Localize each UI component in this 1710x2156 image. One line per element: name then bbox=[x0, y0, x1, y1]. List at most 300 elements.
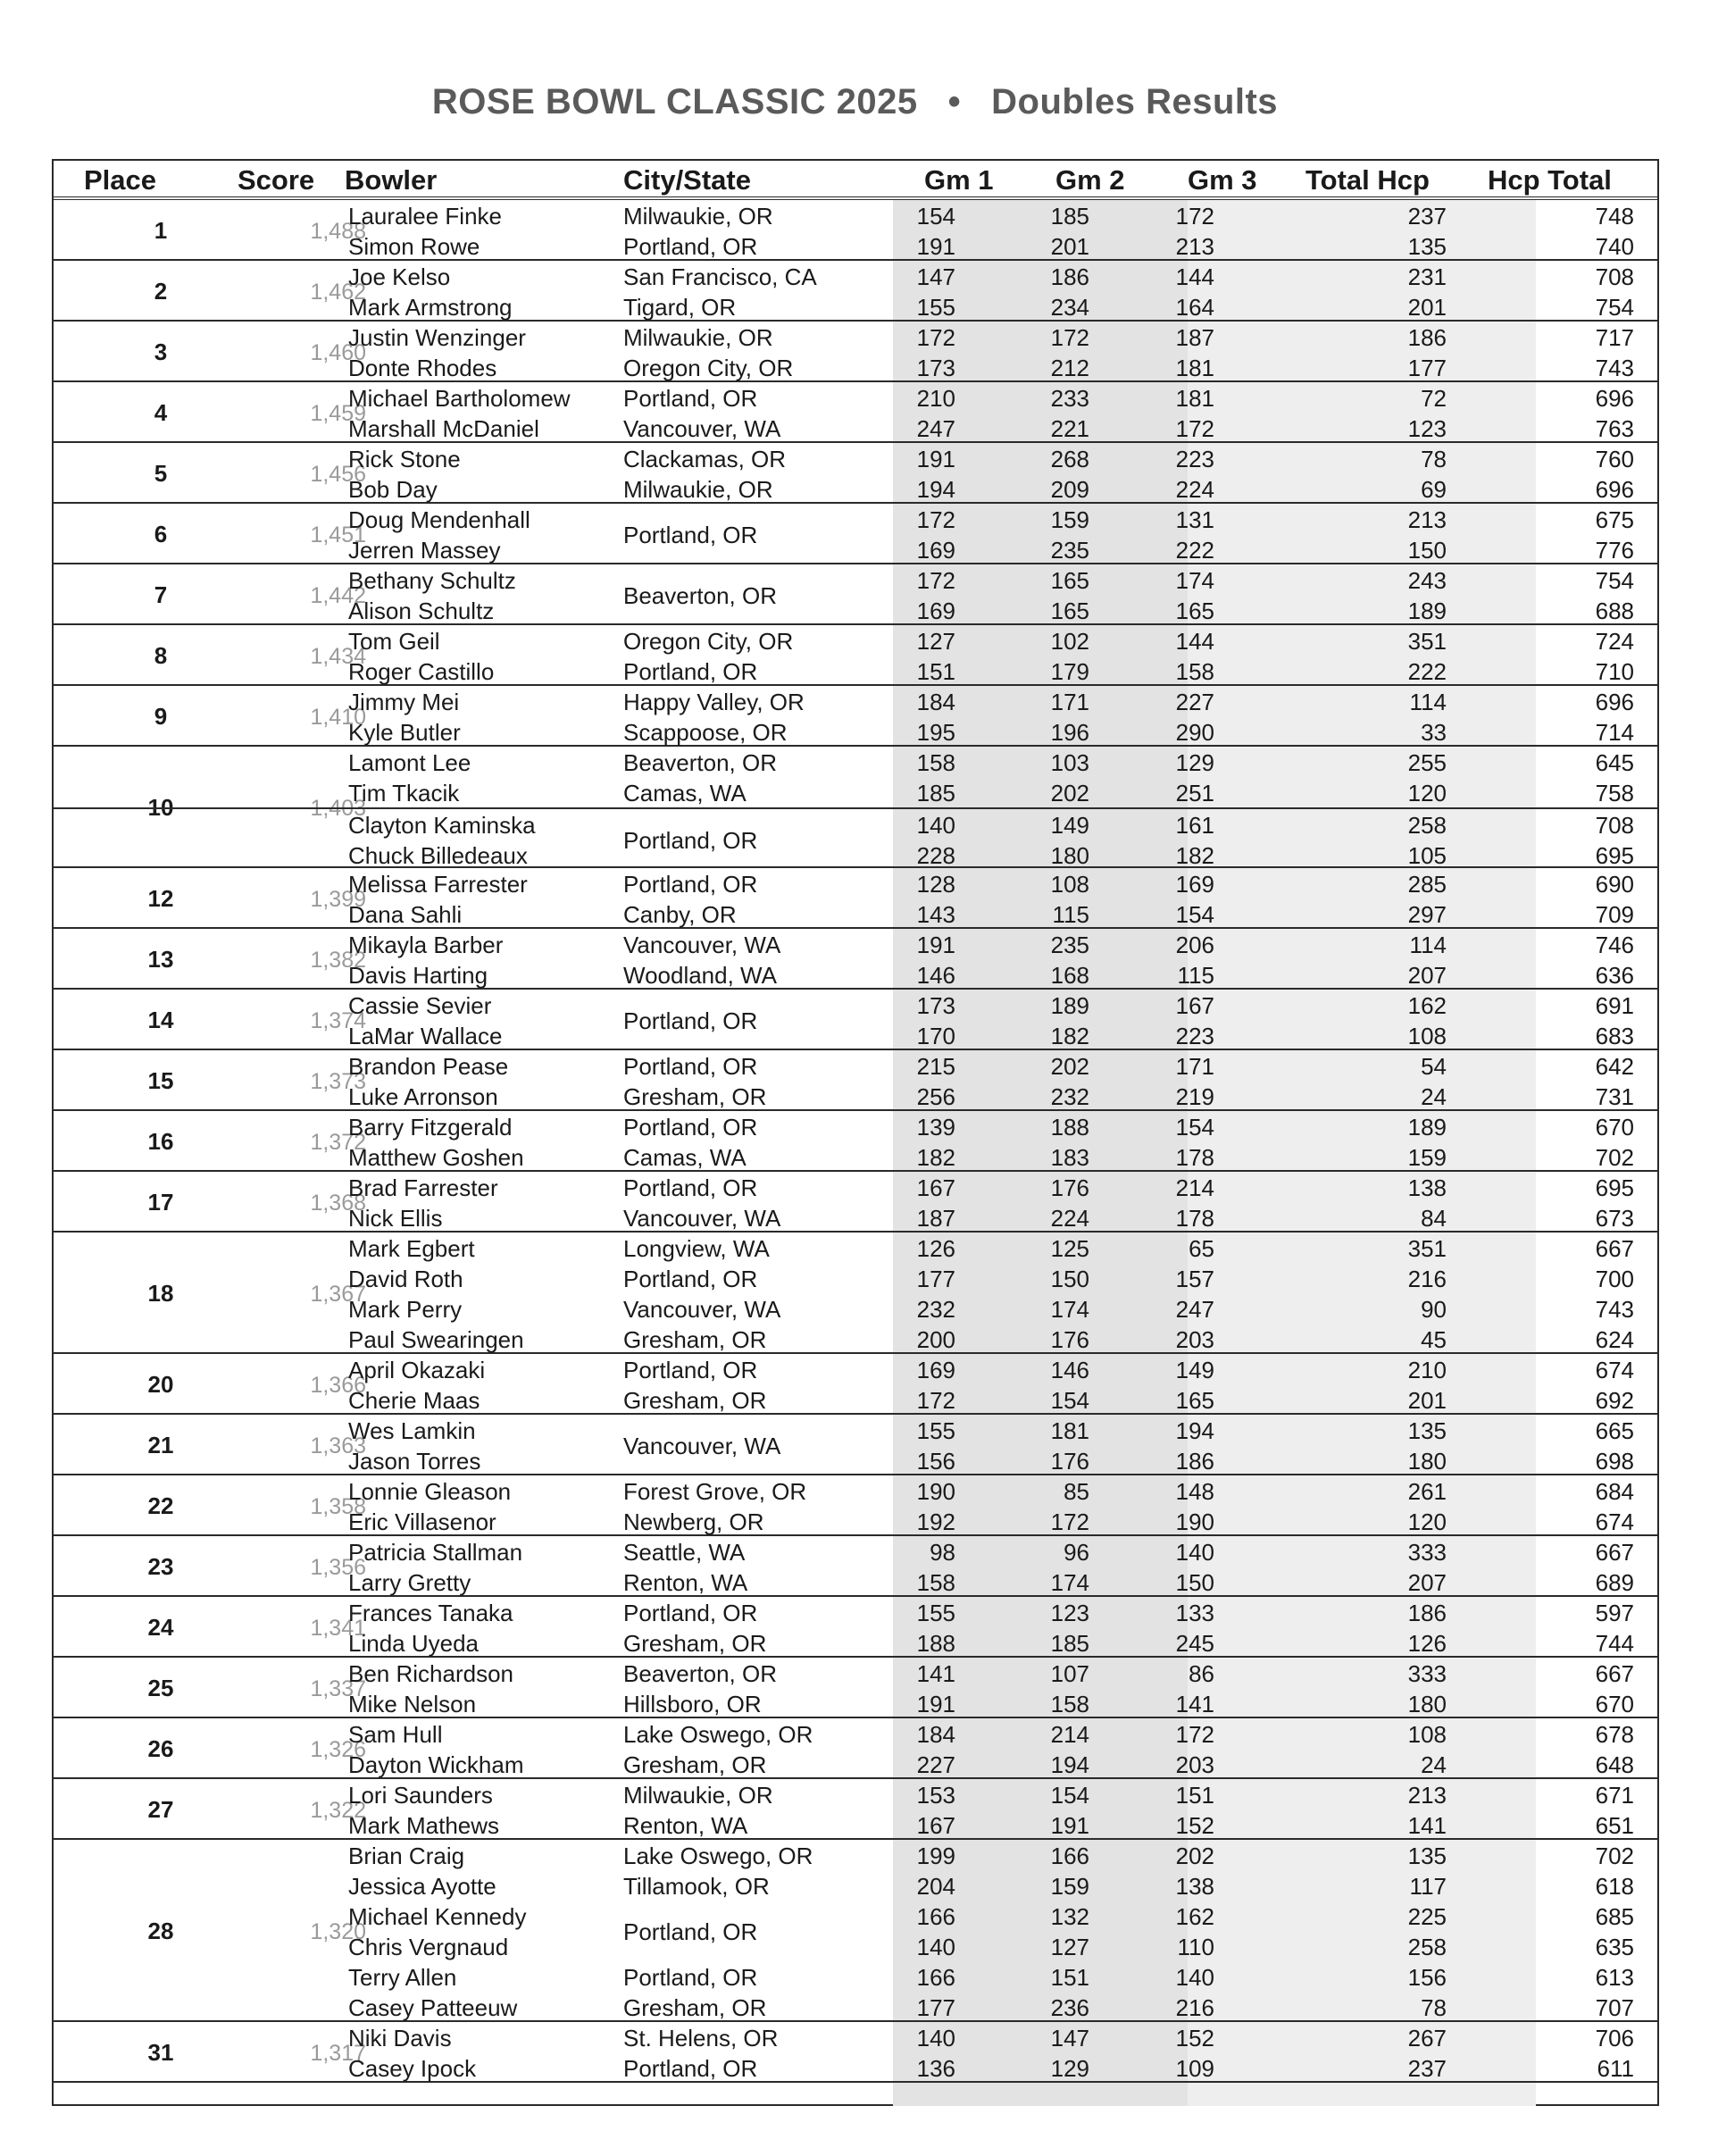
hcp-total: 707 bbox=[1595, 1994, 1634, 2021]
bowler-row bbox=[54, 840, 1657, 870]
total-hcp: 138 bbox=[1407, 1174, 1447, 1201]
hcp-total: 685 bbox=[1595, 1903, 1634, 1930]
event-title: ROSE BOWL CLASSIC 2025 bbox=[431, 82, 918, 121]
game-1: 156 bbox=[916, 1448, 955, 1475]
hcp-total: 636 bbox=[1595, 962, 1634, 989]
score-cell: 1,367 bbox=[310, 1282, 366, 1307]
bowler-name: Davis Harting bbox=[348, 962, 488, 989]
team-pair bbox=[54, 1293, 1657, 1354]
game-3: 150 bbox=[1175, 1569, 1214, 1596]
hcp-total: 648 bbox=[1595, 1751, 1634, 1778]
hcp-total: 776 bbox=[1595, 537, 1634, 564]
game-1: 232 bbox=[916, 1296, 955, 1323]
game-1: 194 bbox=[916, 476, 955, 503]
header-bowler: Bowler bbox=[345, 164, 438, 196]
game-2: 85 bbox=[1064, 1478, 1089, 1505]
team-group bbox=[54, 2022, 1657, 2083]
total-hcp: 255 bbox=[1407, 749, 1447, 776]
bowler-name: Lauralee Finke bbox=[348, 203, 502, 230]
city-state: Portland, OR bbox=[623, 1053, 758, 1080]
hcp-total: 670 bbox=[1595, 1114, 1634, 1141]
bowler-row bbox=[54, 959, 1657, 990]
hcp-total: 651 bbox=[1595, 1812, 1634, 1839]
game-2: 171 bbox=[1050, 689, 1089, 715]
game-2: 146 bbox=[1050, 1357, 1089, 1383]
header-city-state: City/State bbox=[623, 164, 751, 196]
total-hcp: 162 bbox=[1407, 992, 1447, 1019]
game-2: 176 bbox=[1050, 1174, 1089, 1201]
team-pair bbox=[54, 747, 1657, 807]
score-cell: 1,403 bbox=[310, 796, 366, 821]
game-1: 155 bbox=[916, 1417, 955, 1444]
game-3: 219 bbox=[1175, 1083, 1214, 1110]
score-cell: 1,399 bbox=[310, 887, 366, 912]
game-3: 138 bbox=[1175, 1873, 1214, 1900]
game-3: 223 bbox=[1175, 1023, 1214, 1049]
total-hcp: 72 bbox=[1421, 385, 1447, 412]
bowler-name: Jason Torres bbox=[348, 1448, 481, 1475]
bowler-row bbox=[54, 1536, 1657, 1567]
game-2: 125 bbox=[1050, 1235, 1089, 1262]
bowler-name: Roger Castillo bbox=[348, 658, 495, 685]
place-cell: 27 bbox=[147, 1796, 174, 1823]
game-1: 155 bbox=[916, 294, 955, 321]
city-state: Milwaukie, OR bbox=[623, 324, 773, 351]
game-2: 150 bbox=[1050, 1266, 1089, 1292]
game-1: 188 bbox=[916, 1630, 955, 1657]
bowler-name: Marshall McDaniel bbox=[348, 415, 539, 442]
bowler-row bbox=[54, 1840, 1657, 1870]
game-1: 185 bbox=[916, 780, 955, 806]
city-state: Canby, OR bbox=[623, 901, 737, 928]
hcp-total: 702 bbox=[1595, 1144, 1634, 1171]
team-group bbox=[54, 1597, 1657, 1658]
hcp-total: 760 bbox=[1595, 446, 1634, 472]
place-cell: 7 bbox=[154, 581, 168, 608]
team-pair bbox=[54, 322, 1657, 382]
game-2: 194 bbox=[1050, 1751, 1089, 1778]
game-3: 203 bbox=[1175, 1326, 1214, 1353]
game-3: 152 bbox=[1175, 1812, 1214, 1839]
city-state: Oregon City, OR bbox=[623, 628, 794, 655]
game-3: 141 bbox=[1175, 1691, 1214, 1717]
game-2: 182 bbox=[1050, 1023, 1089, 1049]
city-state: Beaverton, OR bbox=[623, 582, 777, 609]
game-1: 143 bbox=[916, 901, 955, 928]
total-hcp: 105 bbox=[1407, 842, 1447, 869]
city-state: Gresham, OR bbox=[623, 1994, 767, 2021]
game-3: 202 bbox=[1175, 1843, 1214, 1869]
team-group bbox=[54, 200, 1657, 261]
game-2: 174 bbox=[1050, 1296, 1089, 1323]
bowler-name: Tom Geil bbox=[348, 628, 440, 655]
hcp-total: 624 bbox=[1595, 1326, 1634, 1353]
hcp-total: 665 bbox=[1595, 1417, 1634, 1444]
city-state: Portland, OR bbox=[623, 1114, 758, 1141]
game-3: 172 bbox=[1175, 1721, 1214, 1748]
bowler-name: Jimmy Mei bbox=[348, 689, 460, 715]
bowler-name: Lamont Lee bbox=[348, 749, 471, 776]
city-state: Beaverton, OR bbox=[623, 1660, 777, 1687]
total-hcp: 114 bbox=[1409, 932, 1447, 958]
place-cell: 10 bbox=[147, 794, 174, 821]
game-3: 167 bbox=[1175, 992, 1214, 1019]
hcp-total: 740 bbox=[1595, 233, 1634, 260]
game-3: 178 bbox=[1175, 1205, 1214, 1232]
team-pair bbox=[54, 1536, 1657, 1597]
hcp-total: 635 bbox=[1595, 1934, 1634, 1960]
game-1: 204 bbox=[916, 1873, 955, 1900]
game-2: 172 bbox=[1050, 1508, 1089, 1535]
team-pair bbox=[54, 1597, 1657, 1658]
score-cell: 1,372 bbox=[310, 1130, 366, 1155]
team-group bbox=[54, 1233, 1657, 1354]
game-2: 176 bbox=[1050, 1326, 1089, 1353]
place-cell: 8 bbox=[154, 642, 168, 669]
total-hcp: 189 bbox=[1407, 1114, 1447, 1141]
bowler-row bbox=[54, 1293, 1657, 1324]
place-cell: 3 bbox=[154, 338, 168, 365]
city-state: Scappoose, OR bbox=[623, 719, 788, 746]
place-cell: 28 bbox=[147, 1918, 174, 1944]
team-pair bbox=[54, 1354, 1657, 1415]
hcp-total: 754 bbox=[1595, 567, 1634, 594]
total-hcp: 45 bbox=[1421, 1326, 1447, 1353]
game-1: 191 bbox=[916, 446, 955, 472]
game-3: 181 bbox=[1175, 355, 1214, 381]
bowler-name: Chuck Billedeaux bbox=[348, 842, 528, 869]
game-2: 209 bbox=[1050, 476, 1089, 503]
team-group bbox=[54, 1840, 1657, 2022]
city-state: Oregon City, OR bbox=[623, 355, 794, 381]
place-cell: 5 bbox=[154, 460, 168, 487]
game-1: 170 bbox=[916, 1023, 955, 1049]
total-hcp: 156 bbox=[1407, 1964, 1447, 1991]
bowler-name: Donte Rhodes bbox=[348, 355, 497, 381]
bowler-name: April Okazaki bbox=[348, 1357, 486, 1383]
score-cell: 1,337 bbox=[310, 1676, 366, 1701]
team-pair bbox=[54, 868, 1657, 929]
bowler-row bbox=[54, 777, 1657, 807]
team-group bbox=[54, 322, 1657, 382]
game-3: 133 bbox=[1175, 1600, 1214, 1626]
total-hcp: 201 bbox=[1407, 1387, 1447, 1414]
place-cell: 16 bbox=[147, 1128, 174, 1155]
game-1: 127 bbox=[916, 628, 955, 655]
total-hcp: 225 bbox=[1407, 1903, 1447, 1930]
game-3: 178 bbox=[1175, 1144, 1214, 1171]
bowler-name: Niki Davis bbox=[348, 2025, 452, 2052]
hcp-total: 746 bbox=[1595, 932, 1634, 958]
total-hcp: 213 bbox=[1407, 1782, 1447, 1809]
place-cell: 22 bbox=[147, 1492, 174, 1519]
total-hcp: 159 bbox=[1407, 1144, 1447, 1171]
team-group bbox=[54, 1415, 1657, 1475]
team-pair bbox=[54, 1718, 1657, 1779]
bowler-name: Dana Sahli bbox=[348, 901, 463, 928]
game-3: 164 bbox=[1175, 294, 1214, 321]
game-1: 98 bbox=[930, 1539, 955, 1566]
total-hcp: 222 bbox=[1407, 658, 1447, 685]
game-1: 215 bbox=[916, 1053, 955, 1080]
team-group bbox=[54, 1536, 1657, 1597]
score-cell: 1,373 bbox=[310, 1069, 366, 1094]
game-3: 152 bbox=[1175, 2025, 1214, 2052]
bowler-row bbox=[54, 382, 1657, 413]
bowler-row bbox=[54, 352, 1657, 382]
team-group bbox=[54, 868, 1657, 929]
hcp-total: 613 bbox=[1595, 1964, 1634, 1991]
game-2: 159 bbox=[1050, 506, 1089, 533]
bowler-row bbox=[54, 1324, 1657, 1354]
hcp-total: 708 bbox=[1595, 812, 1634, 839]
bowler-name: Terry Allen bbox=[348, 1964, 457, 1991]
bowler-name: Clayton Kaminska bbox=[348, 812, 536, 839]
total-hcp: 141 bbox=[1407, 1812, 1447, 1839]
team-group bbox=[54, 1354, 1657, 1415]
hcp-total: 675 bbox=[1595, 506, 1634, 533]
bowler-row bbox=[54, 1233, 1657, 1263]
score-cell: 1,434 bbox=[310, 644, 366, 669]
hcp-total: 710 bbox=[1595, 658, 1634, 685]
bowler-row bbox=[54, 1597, 1657, 1627]
game-2: 158 bbox=[1050, 1691, 1089, 1717]
game-3: 203 bbox=[1175, 1751, 1214, 1778]
total-hcp: 237 bbox=[1407, 2055, 1447, 2082]
table-header bbox=[54, 161, 1657, 200]
game-1: 191 bbox=[916, 233, 955, 260]
game-2: 181 bbox=[1050, 1417, 1089, 1444]
hcp-total: 763 bbox=[1595, 415, 1634, 442]
place-cell: 14 bbox=[147, 1007, 174, 1033]
bowler-name: Bethany Schultz bbox=[348, 567, 516, 594]
score-cell: 1,462 bbox=[310, 280, 366, 305]
game-3: 182 bbox=[1175, 842, 1214, 869]
bowler-row bbox=[54, 1749, 1657, 1779]
city-state: Portland, OR bbox=[623, 522, 758, 548]
hcp-total: 702 bbox=[1595, 1843, 1634, 1869]
bowler-row bbox=[54, 291, 1657, 322]
total-hcp: 213 bbox=[1407, 506, 1447, 533]
bowler-name: Cherie Maas bbox=[348, 1387, 480, 1414]
game-2: 214 bbox=[1050, 1721, 1089, 1748]
team-group bbox=[54, 1475, 1657, 1536]
game-3: 245 bbox=[1175, 1630, 1214, 1657]
city-state: Gresham, OR bbox=[623, 1387, 767, 1414]
bowler-name: Joe Kelso bbox=[348, 263, 451, 290]
game-2: 165 bbox=[1050, 567, 1089, 594]
game-1: 141 bbox=[916, 1660, 955, 1687]
game-3: 131 bbox=[1175, 506, 1214, 533]
city-state: Happy Valley, OR bbox=[623, 689, 805, 715]
game-1: 256 bbox=[916, 1083, 955, 1110]
game-1: 190 bbox=[916, 1478, 955, 1505]
total-hcp: 351 bbox=[1407, 628, 1447, 655]
bowler-row bbox=[54, 443, 1657, 473]
bowler-name: Lori Saunders bbox=[348, 1782, 493, 1809]
total-hcp: 108 bbox=[1407, 1721, 1447, 1748]
team-group bbox=[54, 1779, 1657, 1840]
game-2: 108 bbox=[1050, 871, 1089, 898]
team-pair bbox=[54, 1840, 1657, 1901]
bowler-row bbox=[54, 868, 1657, 898]
city-state: Clackamas, OR bbox=[623, 446, 787, 472]
header-game-3: Gm 3 bbox=[1188, 164, 1257, 196]
bowler-row bbox=[54, 1263, 1657, 1293]
game-3: 214 bbox=[1175, 1174, 1214, 1201]
city-state: Renton, WA bbox=[623, 1569, 748, 1596]
bowler-name: Larry Gretty bbox=[348, 1569, 471, 1596]
bowler-name: Casey Patteeuw bbox=[348, 1994, 518, 2021]
city-state: Gresham, OR bbox=[623, 1630, 767, 1657]
hcp-total: 645 bbox=[1595, 749, 1634, 776]
hcp-total: 673 bbox=[1595, 1205, 1634, 1232]
bowler-name: Brian Craig bbox=[348, 1843, 465, 1869]
game-1: 184 bbox=[916, 1721, 955, 1748]
team-group bbox=[54, 1050, 1657, 1111]
hcp-total: 670 bbox=[1595, 1691, 1634, 1717]
total-hcp: 177 bbox=[1407, 355, 1447, 381]
header-place: Place bbox=[84, 164, 157, 196]
game-3: 165 bbox=[1175, 1387, 1214, 1414]
place-cell: 21 bbox=[147, 1432, 174, 1458]
game-1: 139 bbox=[916, 1114, 955, 1141]
game-2: 127 bbox=[1050, 1934, 1089, 1960]
game-3: 154 bbox=[1175, 1114, 1214, 1141]
team-group bbox=[54, 504, 1657, 564]
hcp-total: 688 bbox=[1595, 597, 1634, 624]
game-3: 148 bbox=[1175, 1478, 1214, 1505]
team-pair bbox=[54, 1172, 1657, 1233]
bowler-row bbox=[54, 625, 1657, 656]
game-1: 146 bbox=[916, 962, 955, 989]
game-3: 144 bbox=[1175, 628, 1214, 655]
game-1: 177 bbox=[916, 1994, 955, 2021]
bowler-row bbox=[54, 1627, 1657, 1658]
city-state: Seattle, WA bbox=[623, 1539, 746, 1566]
total-hcp: 186 bbox=[1407, 324, 1447, 351]
bowler-name: Cassie Sevier bbox=[348, 992, 492, 1019]
city-state: Vancouver, WA bbox=[623, 1205, 781, 1232]
game-1: 155 bbox=[916, 1600, 955, 1626]
game-2: 159 bbox=[1050, 1873, 1089, 1900]
bowler-row bbox=[54, 1658, 1657, 1688]
game-2: 96 bbox=[1064, 1539, 1089, 1566]
game-1: 191 bbox=[916, 1691, 955, 1717]
header-game-1: Gm 1 bbox=[924, 164, 994, 196]
total-hcp: 123 bbox=[1407, 415, 1447, 442]
hcp-total: 689 bbox=[1595, 1569, 1634, 1596]
bowler-row bbox=[54, 1961, 1657, 1992]
city-state: Portland, OR bbox=[623, 1357, 758, 1383]
score-cell: 1,456 bbox=[310, 462, 366, 487]
hcp-total: 700 bbox=[1595, 1266, 1634, 1292]
bowler-row bbox=[54, 898, 1657, 929]
results-table bbox=[52, 159, 1659, 2106]
score-cell: 1,363 bbox=[310, 1433, 366, 1458]
game-1: 187 bbox=[916, 1205, 955, 1232]
bowler-name: Mark Mathews bbox=[348, 1812, 500, 1839]
game-3: 157 bbox=[1175, 1266, 1214, 1292]
hcp-total: 748 bbox=[1595, 203, 1634, 230]
team-group bbox=[54, 990, 1657, 1050]
game-3: 65 bbox=[1189, 1235, 1214, 1262]
hcp-total: 706 bbox=[1595, 2025, 1634, 2052]
game-3: 140 bbox=[1175, 1964, 1214, 1991]
city-state: Newberg, OR bbox=[623, 1508, 764, 1535]
team-pair bbox=[54, 443, 1657, 504]
score-cell: 1,451 bbox=[310, 522, 366, 547]
bowler-name: Lonnie Gleason bbox=[348, 1478, 512, 1505]
hcp-total: 678 bbox=[1595, 1721, 1634, 1748]
game-2: 235 bbox=[1050, 932, 1089, 958]
game-3: 224 bbox=[1175, 476, 1214, 503]
bowler-row bbox=[54, 1931, 1657, 1961]
place-cell: 2 bbox=[154, 278, 168, 305]
bowler-name: Mark Armstrong bbox=[348, 294, 513, 321]
team-group bbox=[54, 625, 1657, 686]
game-1: 136 bbox=[916, 2055, 955, 2082]
game-3: 223 bbox=[1175, 446, 1214, 472]
game-2: 224 bbox=[1050, 1205, 1089, 1232]
team-pair bbox=[54, 2022, 1657, 2083]
game-2: 180 bbox=[1050, 842, 1089, 869]
city-state: Milwaukie, OR bbox=[623, 1782, 773, 1809]
bowler-row bbox=[54, 1081, 1657, 1111]
bowler-row bbox=[54, 747, 1657, 777]
place-cell: 18 bbox=[147, 1280, 174, 1307]
table-body bbox=[54, 200, 1657, 2083]
hcp-total: 758 bbox=[1595, 780, 1634, 806]
game-3: 161 bbox=[1175, 812, 1214, 839]
hcp-total: 684 bbox=[1595, 1478, 1634, 1505]
game-1: 172 bbox=[916, 1387, 955, 1414]
game-2: 185 bbox=[1050, 1630, 1089, 1657]
bowler-row bbox=[54, 2022, 1657, 2052]
total-hcp: 54 bbox=[1421, 1053, 1447, 1080]
city-state: Longview, WA bbox=[623, 1235, 770, 1262]
team-pair bbox=[54, 1233, 1657, 1293]
game-2: 232 bbox=[1050, 1083, 1089, 1110]
bowler-row bbox=[54, 261, 1657, 291]
bowler-row bbox=[54, 686, 1657, 716]
game-1: 140 bbox=[916, 1934, 955, 1960]
game-2: 154 bbox=[1050, 1782, 1089, 1809]
place-cell: 24 bbox=[147, 1614, 174, 1641]
game-1: 147 bbox=[916, 263, 955, 290]
bowler-name: Tim Tkacik bbox=[348, 780, 460, 806]
game-1: 172 bbox=[916, 506, 955, 533]
score-cell: 1,459 bbox=[310, 401, 366, 426]
bowler-row bbox=[54, 595, 1657, 625]
game-2: 174 bbox=[1050, 1569, 1089, 1596]
bowler-name: Justin Wenzinger bbox=[348, 324, 526, 351]
bowler-row bbox=[54, 2052, 1657, 2083]
hcp-total: 611 bbox=[1597, 2055, 1634, 2082]
score-cell: 1,320 bbox=[310, 1919, 366, 1944]
team-group bbox=[54, 1172, 1657, 1233]
game-1: 169 bbox=[916, 597, 955, 624]
place-cell: 12 bbox=[147, 885, 174, 912]
bowler-row bbox=[54, 1992, 1657, 2022]
game-3: 213 bbox=[1175, 233, 1214, 260]
bowler-name: Casey Ipock bbox=[348, 2055, 477, 2082]
game-1: 166 bbox=[916, 1964, 955, 1991]
city-state: Vancouver, WA bbox=[623, 415, 781, 442]
game-3: 172 bbox=[1175, 415, 1214, 442]
city-state: Camas, WA bbox=[623, 1144, 747, 1171]
city-state: Portland, OR bbox=[623, 1174, 758, 1201]
